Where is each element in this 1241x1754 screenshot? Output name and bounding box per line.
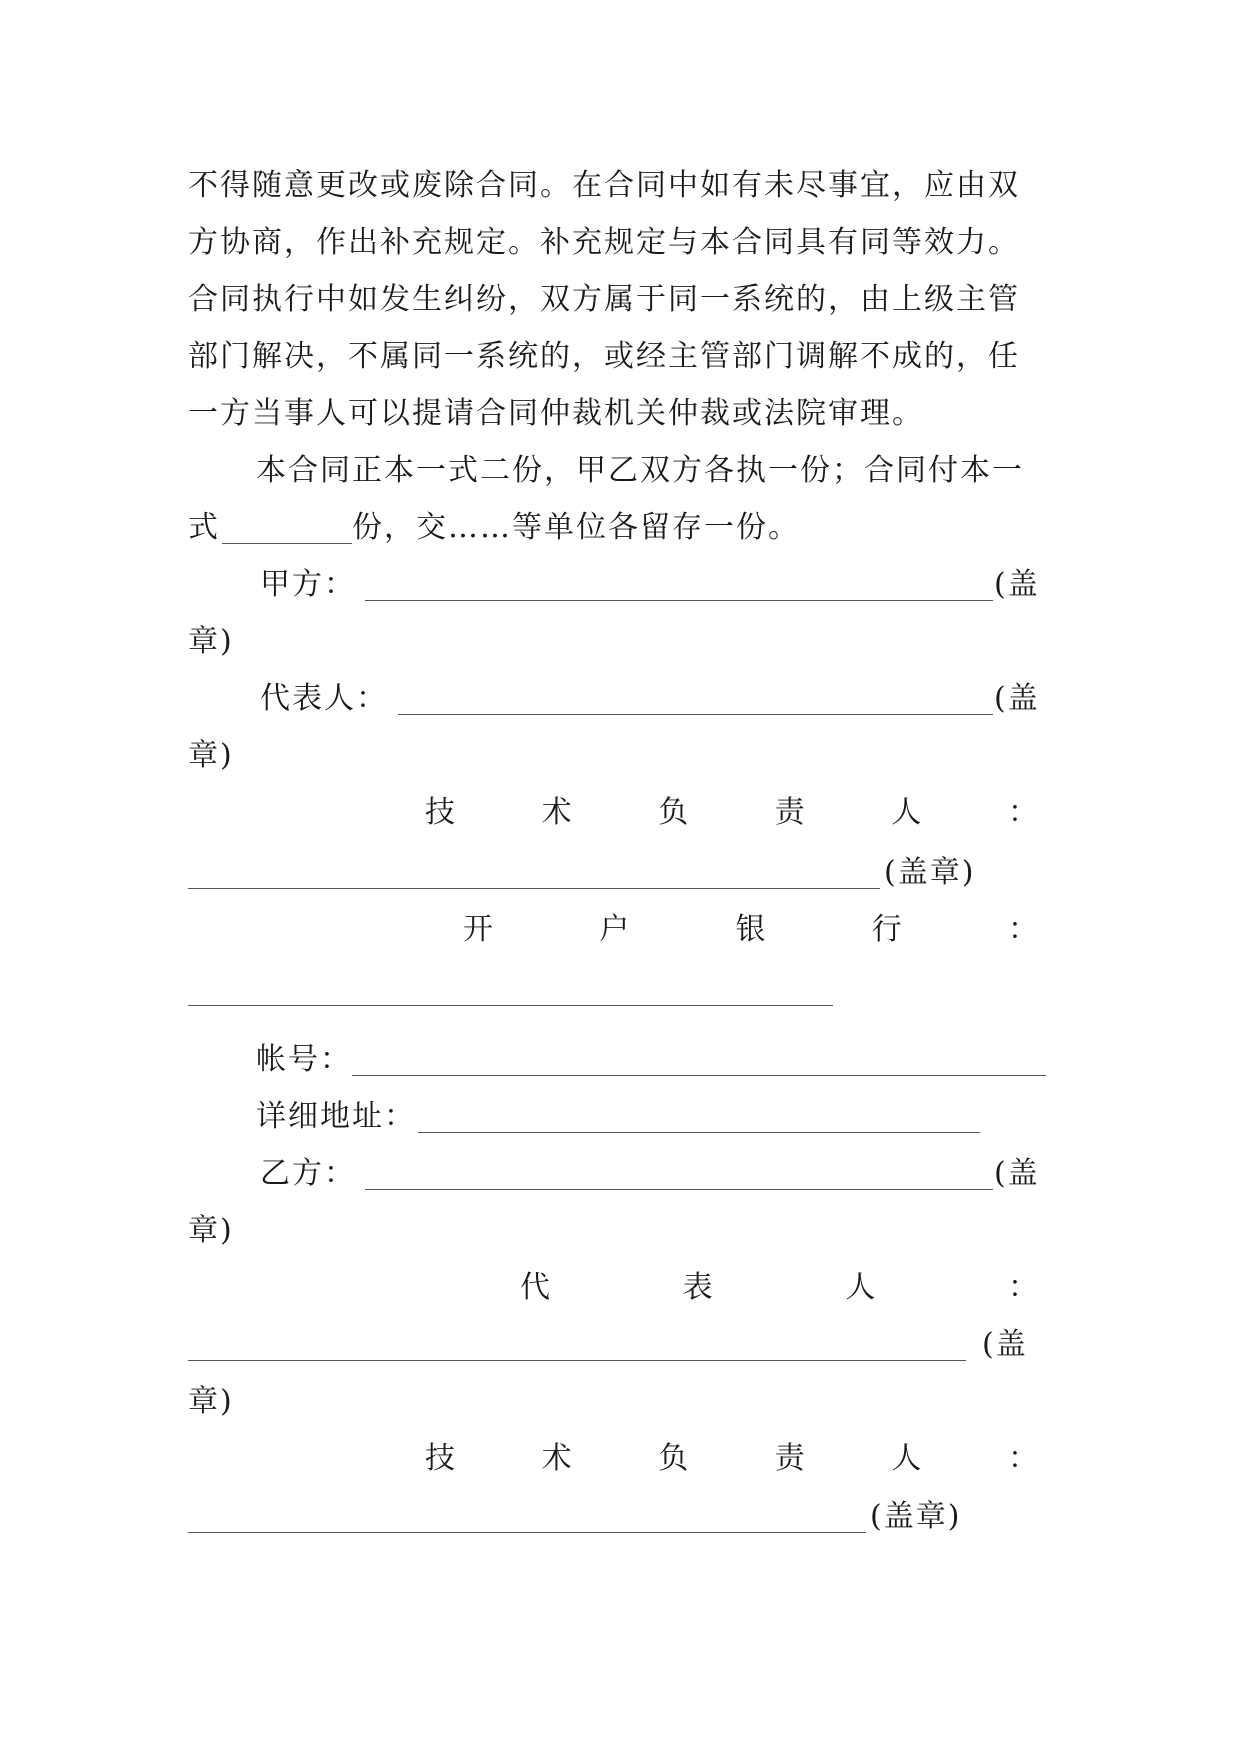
label-char: 户 xyxy=(599,912,630,947)
seal-close: 章) xyxy=(188,1384,234,1419)
seal-full: (盖章) xyxy=(884,855,976,890)
label-char: 人 xyxy=(891,795,922,830)
label-char: ： xyxy=(1007,1441,1038,1476)
copies-blank[interactable] xyxy=(222,543,352,544)
label-char: 行 xyxy=(871,912,902,947)
seal-open: (盖 xyxy=(994,681,1040,716)
seal-close: 章) xyxy=(188,624,234,659)
party-a-bank-blank[interactable] xyxy=(188,1005,833,1006)
party-a-rep-label: 代表人： xyxy=(260,681,388,716)
party-a-account-label: 帐号： xyxy=(256,1042,352,1077)
label-char: 责 xyxy=(774,1441,805,1476)
party-a-tech-label xyxy=(425,793,1038,833)
paragraph-line-end: 份，交……等单位各留存一份。 xyxy=(352,510,800,545)
label-char: ： xyxy=(1007,1270,1038,1305)
seal-open: (盖 xyxy=(994,567,1040,602)
party-b-rep-label xyxy=(520,1268,1038,1308)
label-char: ： xyxy=(1008,912,1038,947)
paragraph-line: 方协商，作出补充规定。补充规定与本合同具有同等效力。 xyxy=(188,225,1020,260)
paragraph-line: 部门解决，不属同一系统的，或经主管部门调解不成的，任 xyxy=(188,339,1020,374)
seal-open: (盖 xyxy=(982,1327,1028,1362)
label-char: 技 xyxy=(425,1441,455,1476)
label-char: 开 xyxy=(463,912,493,947)
party-a-address-blank[interactable] xyxy=(418,1132,980,1133)
label-char: 术 xyxy=(541,1441,572,1476)
label-char: 负 xyxy=(658,1441,689,1476)
label-char: 负 xyxy=(658,795,689,830)
seal-open: (盖 xyxy=(994,1156,1040,1191)
party-b-rep-blank[interactable] xyxy=(188,1360,966,1361)
party-b-blank[interactable] xyxy=(365,1189,993,1190)
seal-full: (盖章) xyxy=(870,1499,962,1534)
paragraph-line: 本合同正本一式二份，甲乙双方各执一份；合同付本一 xyxy=(256,453,1024,488)
party-a-bank-label xyxy=(463,910,1038,950)
label-char: 人 xyxy=(891,1441,922,1476)
label-char: 术 xyxy=(541,795,572,830)
label-char: 表 xyxy=(682,1270,713,1305)
paragraph-line-start: 式 xyxy=(188,510,220,545)
party-b-tech-label xyxy=(425,1439,1038,1479)
party-b-tech-blank[interactable] xyxy=(188,1532,866,1533)
seal-close: 章) xyxy=(188,738,234,773)
label-char: 责 xyxy=(774,795,805,830)
label-char: 代 xyxy=(520,1270,550,1305)
party-a-account-blank[interactable] xyxy=(352,1075,1046,1076)
paragraph-line: 一方当事人可以提请合同仲裁机关仲裁或法院审理。 xyxy=(188,396,924,431)
label-char: 技 xyxy=(425,795,455,830)
party-a-rep-blank[interactable] xyxy=(398,714,993,715)
label-char: 人 xyxy=(845,1270,876,1305)
label-char: 银 xyxy=(735,912,766,947)
party-a-label: 甲方： xyxy=(260,567,356,602)
party-a-tech-blank[interactable] xyxy=(188,888,880,889)
paragraph-line: 不得随意更改或废除合同。在合同中如有未尽事宜，应由双 xyxy=(188,168,1020,203)
party-a-blank[interactable] xyxy=(365,600,993,601)
seal-close: 章) xyxy=(188,1213,234,1248)
label-char: ： xyxy=(1007,795,1038,830)
party-a-address-label: 详细地址： xyxy=(256,1099,416,1134)
party-b-label: 乙方： xyxy=(260,1156,356,1191)
paragraph-line: 合同执行中如发生纠纷，双方属于同一系统的，由上级主管 xyxy=(188,282,1020,317)
